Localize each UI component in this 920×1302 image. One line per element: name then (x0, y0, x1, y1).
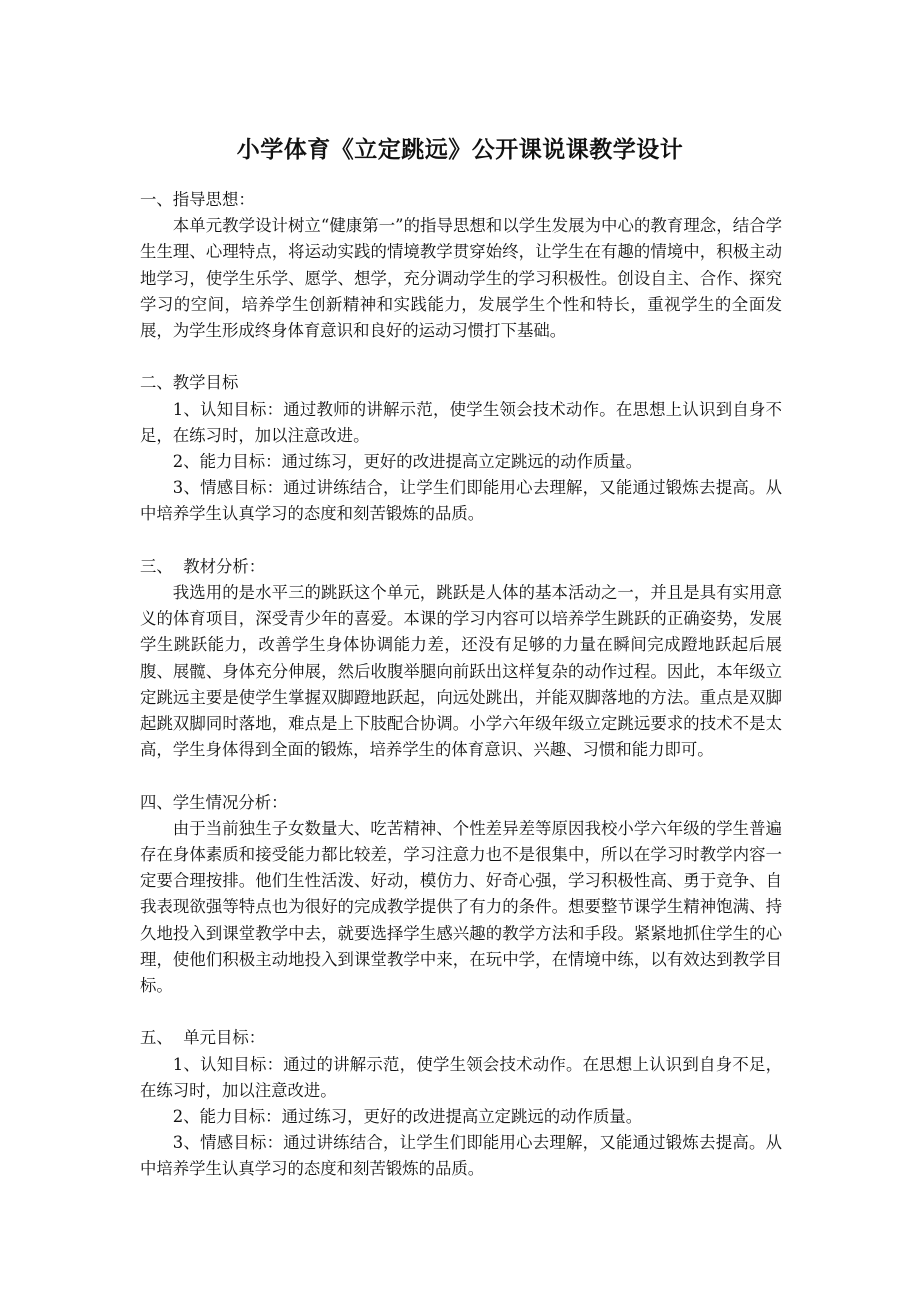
section-paragraph: 2、能力目标：通过练习，更好的改进提高立定跳远的动作质量。 (172, 1107, 643, 1127)
section-paragraph: 1、认知目标：通过教师的讲解示范，使学生领会技术动作。在思想上认识到自身不足，在练习时，加以注意改进。 (140, 399, 782, 445)
page-title: 小学体育《立定跳远》公开课说课教学设计 (236, 136, 684, 164)
section-heading: 一、指导思想： (140, 190, 255, 209)
section-paragraph: 我选用的是水平三的跳跃这个单元，跳跃是人体的基本活动之一，并且是具有实用意义的体育项目，深受青少年的喜爱。本课的学习内容可以培养学生跳跃的正确姿势，发展学生跳跃能力，改善学生身体协调能力差，还没有足够的力量在瞬间完成蹬地跃起后展腹、展髋、身体充分伸展，然后收腹举腿向前跃出这样复杂的动作过程。因此，本年级立定跳远主要是使学生掌握双脚蹬地跃起，向远处跳出，并能双脚落地的方法。重点是双脚起跳双脚同时落地，难点是上下肢配合协调。小学六年级年级立定跳远要求的技术不是太高，学生身体得到全面的锻炼，培养学生的体育意识、兴趣、习惯和能力即可。 (140, 583, 782, 760)
document-body (140, 187, 782, 1183)
section-unit-objectives (140, 1025, 782, 1182)
section-heading: 二、教学目标 (140, 373, 239, 393)
section-paragraph: 本单元教学设计树立“健康第一”的指导思想和以学生发展为中心的教育理念，结合学生生理、心理特点，将运动实践的情境教学贯穿始终，让学生在有趣的情境中，积极主动地学习，使学生乐学、愿学、想学，充分调动学生的学习积极性。创设自主、合作、探究学习的空间，培养学生创新精神和实践能力，发展学生个性和特长，重视学生的全面发展，为学生形成终身体育意识和良好的运动习惯打下基础。 (140, 216, 782, 341)
section-student-analysis (140, 790, 782, 1000)
section-paragraph: 2、能力目标：通过练习，更好的改进提高立定跳远的动作质量。 (172, 452, 643, 472)
section-heading: 五、 单元目标： (140, 1028, 266, 1048)
section-guiding-ideology (140, 187, 782, 344)
section-heading: 三、 教材分析： (140, 556, 266, 576)
section-paragraph: 3、情感目标：通过讲练结合，让学生们即能用心去理解，又能通过锻炼去提高。从中培养学生认真学习的态度和刻苦锻炼的品质。 (140, 478, 782, 524)
section-paragraph: 由于当前独生子女数量大、吃苦精神、个性差异差等原因我校小学六年级的学生普遍存在身体素质和接受能力都比较差，学习注意力也不是很集中，所以在学习时教学内容一定要合理按排。他们生性活泼、好动，模仿力、好奇心强，学习积极性高、勇于竞争、自我表现欲强等特点也为很好的完成教学提供了有力的条件。想要整节课学生精神饱满、持久地投入到课堂教学中去，就要选择学生感兴趣的教学方法和手段。紧紧地抓住学生的心理，使他们积极主动地投入到课堂教学中来，在玩中学，在情境中练，以有效达到教学目标。 (140, 818, 782, 996)
section-heading: 四、学生情况分析： (140, 792, 288, 812)
section-paragraph: 1、认知目标：通过的讲解示范，使学生领会技术动作。在思想上认识到自身不足，在练习时，加以注意改进。 (140, 1054, 782, 1100)
section-teaching-objectives (140, 370, 782, 527)
section-material-analysis (140, 554, 782, 764)
section-paragraph: 3、情感目标：通过讲练结合，让学生们即能用心去理解，又能通过锻炼去提高。从中培养学生认真学习的态度和刻苦锻炼的品质。 (140, 1133, 782, 1179)
